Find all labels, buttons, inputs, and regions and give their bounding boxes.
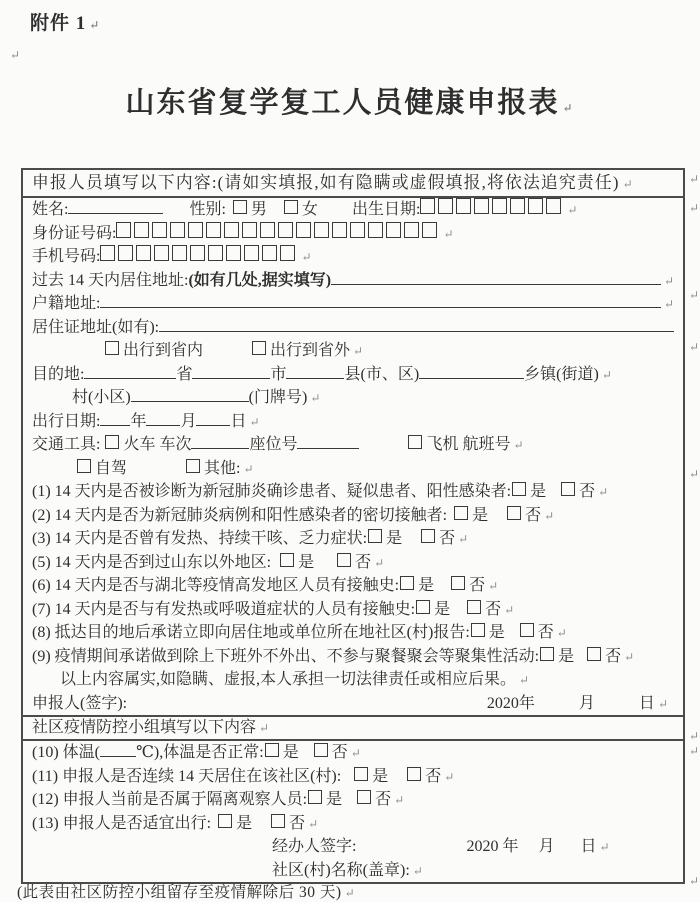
row-destination-village [23, 386, 683, 410]
blank-field[interactable] [331, 280, 661, 285]
blank-field[interactable] [84, 374, 176, 379]
spacer [32, 850, 272, 851]
blank-field[interactable] [286, 374, 344, 379]
digit-box[interactable] [206, 222, 221, 238]
digit-box[interactable] [332, 222, 347, 238]
label-text: 否 [537, 624, 554, 641]
label-text: 手机号码: [32, 248, 101, 265]
attachment-label: 附件 1 ↵ [30, 13, 101, 34]
row-q12 [23, 788, 683, 812]
return-mark: ↵ [310, 391, 321, 405]
label-text: 出行日期: [32, 412, 101, 430]
spacer [505, 636, 519, 637]
digit-box[interactable] [188, 222, 203, 238]
row-transport-2 [23, 457, 683, 481]
digit-box[interactable] [350, 222, 365, 238]
label-text: 月 [538, 838, 555, 855]
label-text: (11) 申报人是否连续 14 天居住在该社区(村): [32, 767, 342, 785]
digit-box[interactable] [280, 245, 295, 261]
row-destination [23, 363, 683, 387]
digit-box[interactable] [226, 245, 241, 261]
checkbox[interactable] [451, 576, 465, 590]
label-text: 是 [530, 483, 547, 500]
digit-box[interactable] [404, 222, 419, 238]
label-text: 2020年 [486, 694, 535, 712]
return-mark: ↵ [443, 226, 454, 241]
label-text: 出行到省外 [270, 342, 351, 359]
label-text: 以上内容属实,如隐瞒、虚报,本人承担一切法律责任或相应后果。 [60, 671, 517, 688]
checkbox[interactable] [271, 814, 285, 828]
digit-box[interactable] [420, 198, 435, 214]
spacer [488, 519, 506, 520]
checkbox[interactable] [561, 482, 575, 496]
return-mark: ↵ [308, 816, 319, 831]
return-mark: ↵ [513, 438, 524, 452]
underlined-text: 月 [180, 410, 196, 434]
row-residence-permit-address [23, 316, 683, 340]
label-text: 2020 年 [466, 838, 519, 855]
spacer [32, 354, 104, 355]
digit-box[interactable] [262, 245, 277, 261]
blank-field[interactable] [191, 444, 249, 449]
row-q3 [23, 527, 683, 551]
digit-box[interactable] [170, 222, 185, 238]
checkbox[interactable] [407, 767, 421, 781]
checkbox[interactable] [587, 647, 601, 661]
digit-box[interactable] [134, 222, 149, 238]
spacer [211, 827, 217, 828]
row-q6 [23, 574, 683, 598]
row-q9 [23, 645, 683, 669]
checkbox[interactable] [284, 200, 298, 214]
label-text: 市 [270, 365, 287, 383]
digit-box[interactable] [260, 222, 275, 238]
label-text: 其他: [204, 459, 241, 477]
label-text: 是 [282, 744, 299, 761]
checkbox[interactable] [252, 341, 266, 355]
return-mark: ↵ [622, 177, 634, 191]
return-mark: ↵ [412, 863, 423, 878]
spacer [299, 756, 313, 757]
spacer [314, 566, 336, 567]
label-text: 否 [355, 553, 372, 571]
label-text: (6) 14 天内是否与湖北等疫情高发地区人员有接触史: [32, 577, 400, 594]
return-mark: ↵ [10, 48, 21, 62]
checkbox[interactable] [416, 600, 430, 614]
underlined-text: 年 [130, 410, 146, 434]
return-mark: ↵ [301, 250, 312, 264]
spacer [402, 542, 420, 543]
label-text: (7) 14 天内是否与有发热或呼吸道症状的人员有接触史: [32, 600, 416, 618]
label-text: 省 [176, 365, 193, 383]
digit-box[interactable] [510, 198, 525, 214]
return-mark: ↵ [689, 467, 700, 481]
row-declarant-signature [23, 692, 683, 718]
spacer [535, 707, 579, 708]
digit-box[interactable] [438, 198, 453, 214]
label-text: 否 [605, 647, 622, 665]
blank-field[interactable] [100, 752, 136, 757]
blank-field[interactable] [196, 421, 230, 426]
label-text: (9) 疫情期间承诺做到除上下班外不外出、不参与聚餐聚会等聚集性活动: [32, 647, 540, 665]
label-text: 是 [326, 791, 343, 808]
digit-box[interactable] [116, 222, 131, 238]
checkbox[interactable] [512, 482, 526, 496]
return-mark: ↵ [657, 696, 668, 711]
digit-box[interactable] [224, 222, 239, 238]
label-text: 女 [301, 201, 318, 218]
blank-field[interactable] [68, 209, 163, 214]
checkbox[interactable] [337, 553, 351, 567]
row-q11 [23, 765, 683, 789]
spacer [318, 213, 352, 214]
row-q13 [23, 812, 683, 836]
return-mark: ↵ [350, 746, 361, 760]
label-text: ℃),体温是否正常: [136, 744, 264, 761]
label-text: 否 [331, 744, 348, 761]
digit-box[interactable] [242, 222, 257, 238]
label-text: 否 [375, 791, 392, 808]
row-household-address [23, 292, 683, 316]
return-mark: ↵ [598, 485, 609, 499]
digit-box[interactable] [190, 245, 205, 261]
return-mark: ↵ [504, 602, 515, 617]
return-mark: ↵ [663, 297, 674, 311]
return-mark: ↵ [562, 101, 575, 115]
blank-field[interactable] [100, 303, 660, 308]
return-mark: ↵ [624, 649, 635, 664]
return-mark: ↵ [689, 288, 700, 302]
label-text: 是 [236, 814, 253, 832]
checkbox[interactable] [467, 600, 481, 614]
underlined-text: 日 [230, 410, 246, 434]
label-text: 是 [386, 530, 403, 547]
label-text: (10) 体温( [32, 744, 100, 761]
digit-box[interactable] [136, 245, 151, 261]
blank-field[interactable] [131, 397, 249, 402]
return-mark: ↵ [394, 793, 405, 807]
return-mark: ↵ [599, 840, 610, 854]
label-text: 否 [425, 767, 442, 785]
checkbox[interactable] [368, 529, 382, 543]
label-text: 乡镇(街道) [524, 365, 599, 383]
return-mark: ↵ [89, 18, 101, 32]
return-mark: ↵ [519, 673, 530, 687]
label-text: 申报人员填写以下内容:(请如实填报,如有隐瞒或虚假填报,将依法追究责任) [32, 173, 620, 192]
return-mark: ↵ [259, 721, 270, 735]
checkbox[interactable] [507, 506, 521, 520]
label-text: 经办人签字: [272, 838, 357, 855]
spacer [163, 213, 189, 214]
return-mark: ↵ [689, 729, 700, 743]
checkbox[interactable] [400, 576, 414, 590]
checkbox[interactable] [280, 553, 294, 567]
row-q1 [23, 480, 683, 504]
return-mark: ↵ [488, 579, 499, 593]
digit-box[interactable] [100, 245, 115, 261]
digit-box[interactable] [172, 245, 187, 261]
label-text: 是 [298, 553, 315, 571]
label-text: 是 [418, 577, 435, 594]
spacer [554, 850, 580, 851]
row-address-14days [23, 269, 683, 293]
spacer [668, 707, 674, 708]
digit-box[interactable] [528, 198, 543, 214]
return-mark: ↵ [544, 508, 555, 523]
return-mark: ↵ [353, 344, 364, 358]
label-text: 飞机 航班号 [426, 436, 511, 453]
return-mark: ↵ [444, 769, 455, 784]
row-name-gender-birth [23, 198, 683, 222]
label-text: 出行到省内 [123, 342, 204, 359]
return-mark: ↵ [689, 340, 700, 354]
row-handler-signature [23, 835, 683, 859]
label-text: 出生日期: [351, 201, 421, 218]
spacer [434, 589, 450, 590]
checkbox[interactable] [265, 743, 279, 757]
spacer [32, 683, 60, 684]
row-declaration [23, 668, 683, 692]
digit-box[interactable] [152, 222, 167, 238]
label-text: (1) 14 天内是否被诊断为新冠肺炎确诊患者、疑似患者、阳性感染者: [32, 483, 512, 500]
label-text: 是 [488, 624, 505, 641]
spacer [447, 519, 453, 520]
underlined-text: 村(小区) [72, 386, 131, 410]
digit-box[interactable] [492, 198, 507, 214]
return-mark: ↵ [567, 203, 578, 217]
row-q10 [23, 741, 683, 765]
label-text: 男 [250, 201, 267, 218]
checkbox[interactable] [105, 435, 119, 449]
label-text: (2) 14 天内是否为新冠肺炎病例和阳性感染者的密切接触者: [32, 506, 448, 524]
return-mark: ↵ [689, 874, 700, 888]
blank-field[interactable] [419, 374, 524, 379]
label-text: (12) 申报人当前是否属于隔离观察人员: [32, 791, 308, 808]
label-text: 过去 14 天内居住地址: [32, 271, 189, 289]
blank-field[interactable] [297, 444, 359, 449]
blank-field[interactable] [192, 374, 270, 379]
label-text: 目的地: [32, 365, 85, 383]
digit-box[interactable] [422, 222, 437, 238]
label-text: 否 [525, 506, 542, 524]
label-text: (3) 14 天内是否曾有发热、持续干咳、乏力症状: [32, 530, 368, 547]
checkbox[interactable] [308, 790, 322, 804]
spacer [518, 850, 538, 851]
label-text: 交通工具: [32, 436, 101, 453]
digit-box[interactable] [368, 222, 383, 238]
checkbox[interactable] [233, 200, 247, 214]
checkbox[interactable] [520, 623, 534, 637]
checkbox[interactable] [186, 459, 200, 473]
checkbox[interactable] [105, 341, 119, 355]
return-mark: ↵ [374, 555, 385, 570]
blank-field[interactable] [100, 421, 130, 426]
spacer [226, 213, 232, 214]
digit-box[interactable] [208, 245, 223, 261]
label-text: 自驾 [95, 459, 128, 477]
row-q8 [23, 621, 683, 645]
label-text: 否 [469, 577, 486, 594]
row-id-number [23, 222, 683, 246]
bold-underlined-note: (如有几处,据实填写) [188, 269, 331, 293]
spacer [356, 850, 466, 851]
spacer [267, 213, 283, 214]
checkbox[interactable] [421, 529, 435, 543]
digit-box[interactable] [456, 198, 471, 214]
digit-box[interactable] [474, 198, 489, 214]
label-text: 县(市、区) [344, 365, 420, 383]
label-text: 是 [372, 767, 389, 785]
row-q5 [23, 551, 683, 575]
community-section-header [23, 717, 683, 741]
return-mark: ↵ [249, 414, 260, 429]
digit-box[interactable] [278, 222, 293, 238]
return-mark: ↵ [243, 461, 254, 476]
row-q7 [23, 598, 683, 622]
label-text: 社区(村)名称(盖章): [272, 861, 410, 879]
row-q2 [23, 504, 683, 528]
label-text: 月 [578, 694, 595, 712]
return-mark: ↵ [601, 367, 612, 382]
spacer [341, 780, 353, 781]
digit-box[interactable] [546, 198, 561, 214]
label-text: 否 [579, 483, 596, 500]
label-text: 否 [439, 530, 456, 547]
row-travel-date [23, 410, 683, 434]
row-phone-number [23, 245, 683, 269]
checkbox[interactable] [408, 435, 422, 449]
digit-box[interactable] [314, 222, 329, 238]
blank-field[interactable] [159, 327, 674, 332]
label-text: 是 [472, 506, 489, 524]
digit-box[interactable] [154, 245, 169, 261]
label-text: (13) 申报人是否适宜出行: [32, 814, 212, 832]
page-title: 山东省复学复工人员健康申报表 ↵ [125, 87, 575, 119]
label-text: 户籍地址: [32, 295, 101, 312]
return-mark: ↵ [689, 172, 700, 186]
label-text: 社区疫情防控小组填写以下内容 [32, 719, 257, 736]
spacer [32, 401, 72, 402]
checkbox[interactable] [354, 767, 368, 781]
spacer [450, 613, 466, 614]
spacer [546, 495, 560, 496]
label-text: 性别: [189, 201, 226, 218]
declarant-section-header [23, 170, 683, 198]
return-mark: ↵ [344, 886, 356, 900]
label-text: 座位号 [249, 436, 298, 453]
return-mark: ↵ [689, 201, 700, 215]
label-text: 是 [434, 600, 451, 618]
label-text: 火车 车次 [123, 436, 192, 453]
label-text: 申报人(签字): [32, 694, 128, 712]
digit-box[interactable] [386, 222, 401, 238]
label-text: 是 [558, 647, 575, 665]
spacer [32, 472, 76, 473]
checkbox[interactable] [77, 459, 91, 473]
spacer [100, 448, 104, 449]
return-mark: ↵ [663, 273, 674, 288]
digit-box[interactable] [296, 222, 311, 238]
digit-box[interactable] [118, 245, 133, 261]
return-mark: ↵ [556, 626, 567, 640]
return-mark: ↵ [689, 744, 700, 758]
row-transport [23, 433, 683, 457]
label-text: 居住证地址(如有): [32, 318, 160, 336]
label-text: 日 [638, 694, 655, 712]
spacer [127, 472, 185, 473]
label-text: (5) 14 天内是否到过山东以外地区: [32, 553, 272, 571]
health-declaration-form [21, 168, 685, 884]
checkbox[interactable] [357, 790, 371, 804]
underlined-text: (门牌号) [249, 386, 308, 410]
spacer [252, 827, 270, 828]
label-text: (8) 抵达目的地后承诺立即向居住地或单位所在地社区(村)报告: [32, 624, 470, 641]
spacer [595, 707, 639, 708]
checkbox[interactable] [471, 623, 485, 637]
spacer [359, 448, 407, 449]
blank-field[interactable] [146, 421, 180, 426]
label-text: 姓名: [32, 201, 69, 218]
spacer [342, 803, 356, 804]
retention-footnote: (此表由社区防控小组留存至疫情解除后 30 天) ↵ [17, 884, 356, 901]
spacer [32, 874, 272, 875]
return-mark: ↵ [458, 532, 469, 546]
spacer [203, 354, 251, 355]
checkbox[interactable] [218, 814, 232, 828]
checkbox[interactable] [454, 506, 468, 520]
digit-box[interactable] [244, 245, 259, 261]
label-text: 否 [485, 600, 502, 618]
label-text: 日 [580, 838, 597, 855]
spacer [271, 566, 279, 567]
spacer [574, 660, 586, 661]
checkbox[interactable] [540, 647, 554, 661]
label-text: 身份证号码: [32, 224, 117, 242]
label-text: 否 [289, 814, 306, 832]
row-community-seal [23, 859, 683, 883]
spacer [388, 780, 406, 781]
checkbox[interactable] [314, 743, 328, 757]
row-travel-scope [23, 339, 683, 363]
